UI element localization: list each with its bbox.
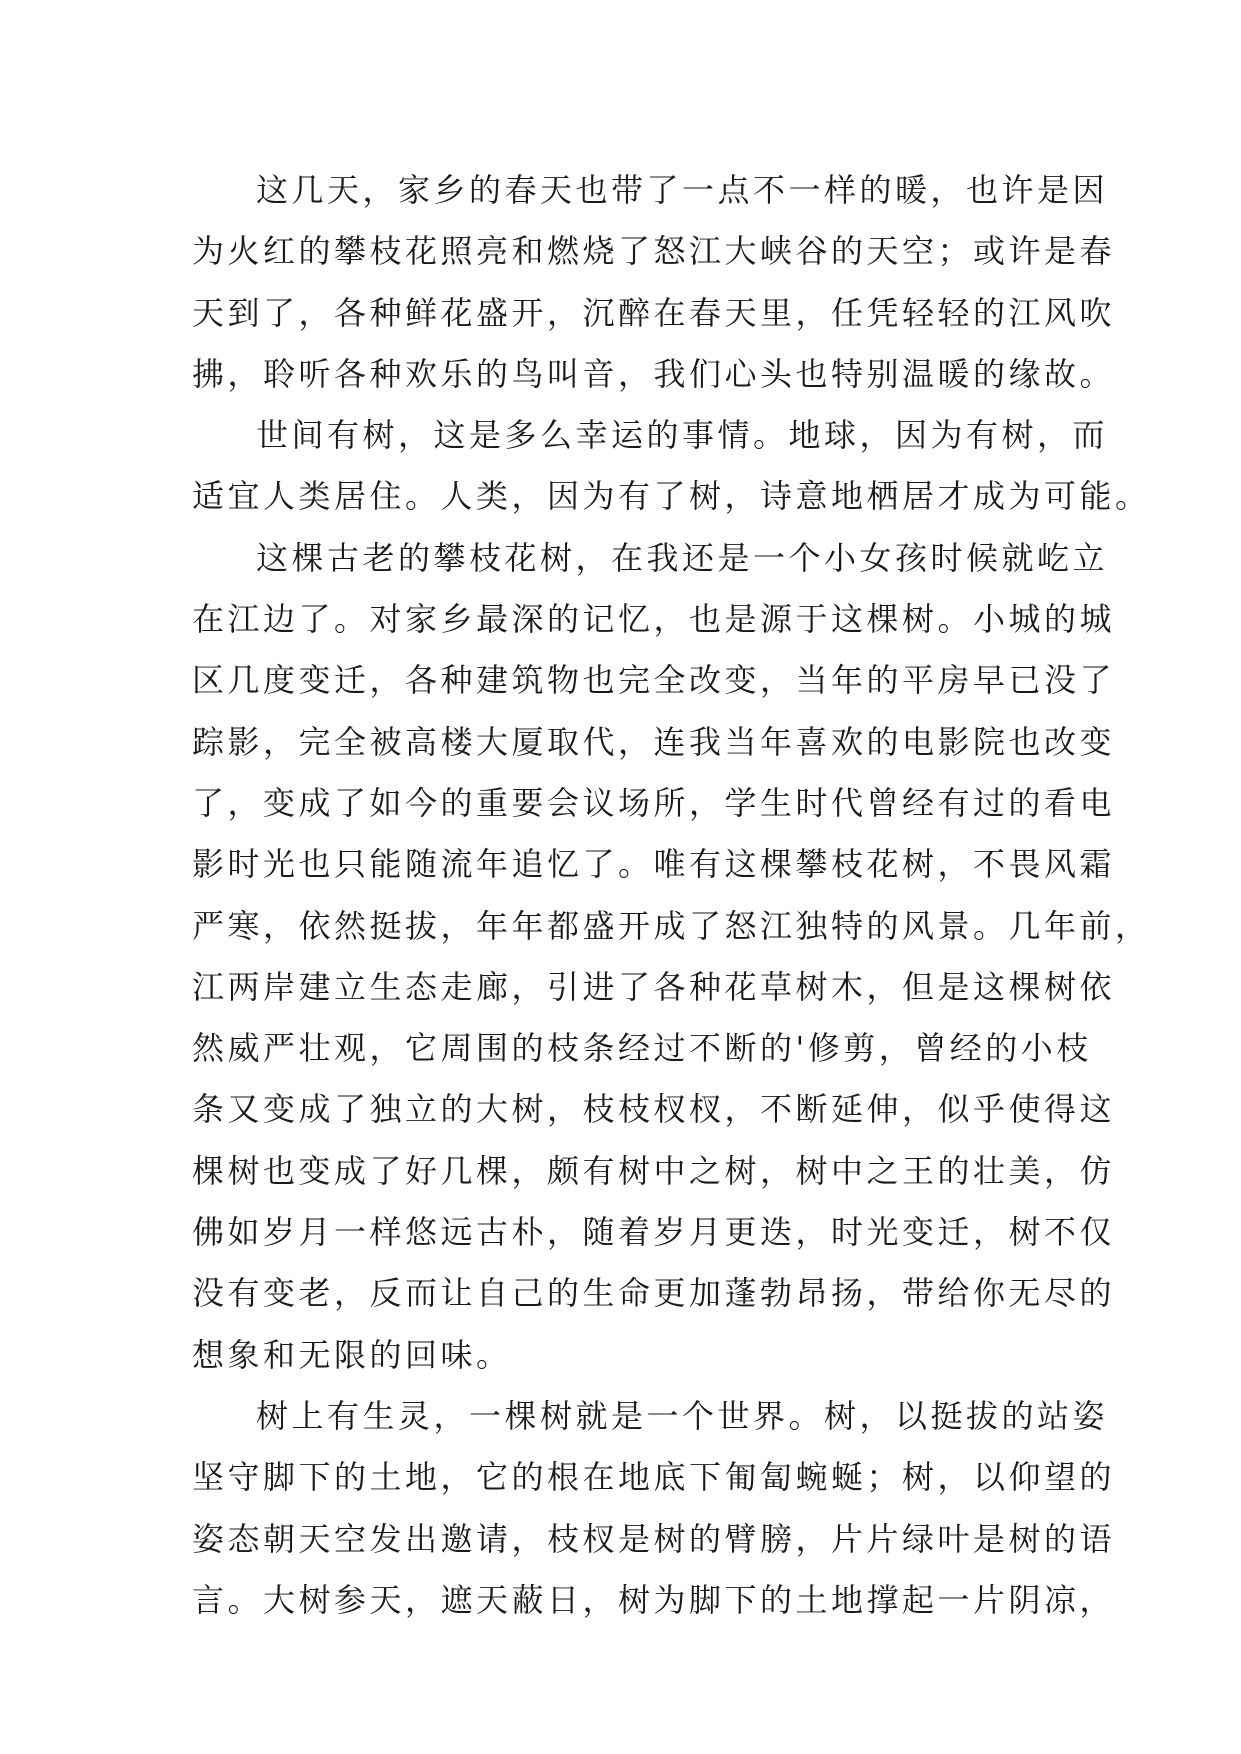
text-line: 踪影，完全被高楼大厦取代，连我当年喜欢的电影院也改变 <box>192 722 1116 761</box>
text-line: 在江边了。对家乡最深的记忆，也是源于这棵树。小城的城 <box>192 600 1116 639</box>
document-body <box>192 160 1151 1631</box>
text-line: 这几天，家乡的春天也带了一点不一样的暖，也许是因 <box>256 171 1109 209</box>
text-line: 条又变成了独立的大树，枝枝杈杈，不断延伸，似乎使得这 <box>192 1090 1116 1129</box>
text-line: 想象和无限的回味。 <box>192 1335 512 1374</box>
text-line: 适宜人类居住。人类，因为有了树，诗意地栖居才成为可能。 <box>192 477 1151 516</box>
paragraph <box>192 528 1151 1386</box>
text-line: 影时光也只能随流年追忆了。唯有这棵攀枝花树，不畏风霜 <box>192 845 1116 884</box>
paragraph <box>192 160 1116 405</box>
text-line: 这棵古老的攀枝花树，在我还是一个小女孩时候就屹立 <box>256 538 1109 577</box>
text-line: 为火红的攀枝花照亮和燃烧了怒江大峡谷的天空；或许是春 <box>192 232 1116 271</box>
text-line: 然威严壮观，它周围的枝条经过不断的'修剪，曾经的小枝 <box>192 1029 1092 1068</box>
text-line: 姿态朝天空发出邀请，枝杈是树的臂膀，片片绿叶是树的语 <box>192 1519 1116 1558</box>
text-line: 区几度变迁，各种建筑物也完全改变，当年的平房早已没了 <box>192 661 1116 700</box>
text-line: 坚守脚下的土地，它的根在地底下匍匐蜿蜒；树，以仰望的 <box>192 1458 1116 1497</box>
paragraph <box>192 1386 1116 1631</box>
text-line: 拂，聆听各种欢乐的鸟叫音，我们心头也特别温暖的缘故。 <box>192 354 1116 393</box>
text-line: 佛如岁月一样悠远古朴，随着岁月更迭，时光变迁，树不仅 <box>192 1213 1116 1252</box>
text-line: 严寒，依然挺拔，年年都盛开成了怒江独特的风景。几年前， <box>192 906 1151 945</box>
text-line: 天到了，各种鲜花盛开，沉醉在春天里，任凭轻轻的江风吹 <box>192 293 1116 332</box>
text-line: 棵树也变成了好几棵，颇有树中之树，树中之王的壮美，仿 <box>192 1151 1116 1190</box>
text-line: 世间有树，这是多么幸运的事情。地球，因为有树，而 <box>256 416 1109 455</box>
text-line: 了，变成了如今的重要会议场所，学生时代曾经有过的看电 <box>192 783 1116 822</box>
text-line: 江两岸建立生态走廊，引进了各种花草树木，但是这棵树依 <box>192 967 1116 1006</box>
paragraph <box>192 405 1151 528</box>
text-line: 树上有生灵，一棵树就是一个世界。树，以挺拔的站姿 <box>256 1396 1109 1435</box>
text-line: 言。大树参天，遮天蔽日，树为脚下的土地撑起一片阴凉， <box>192 1580 1116 1619</box>
text-line: 没有变老，反而让自己的生命更加蓬勃昂扬，带给你无尽的 <box>192 1274 1116 1313</box>
